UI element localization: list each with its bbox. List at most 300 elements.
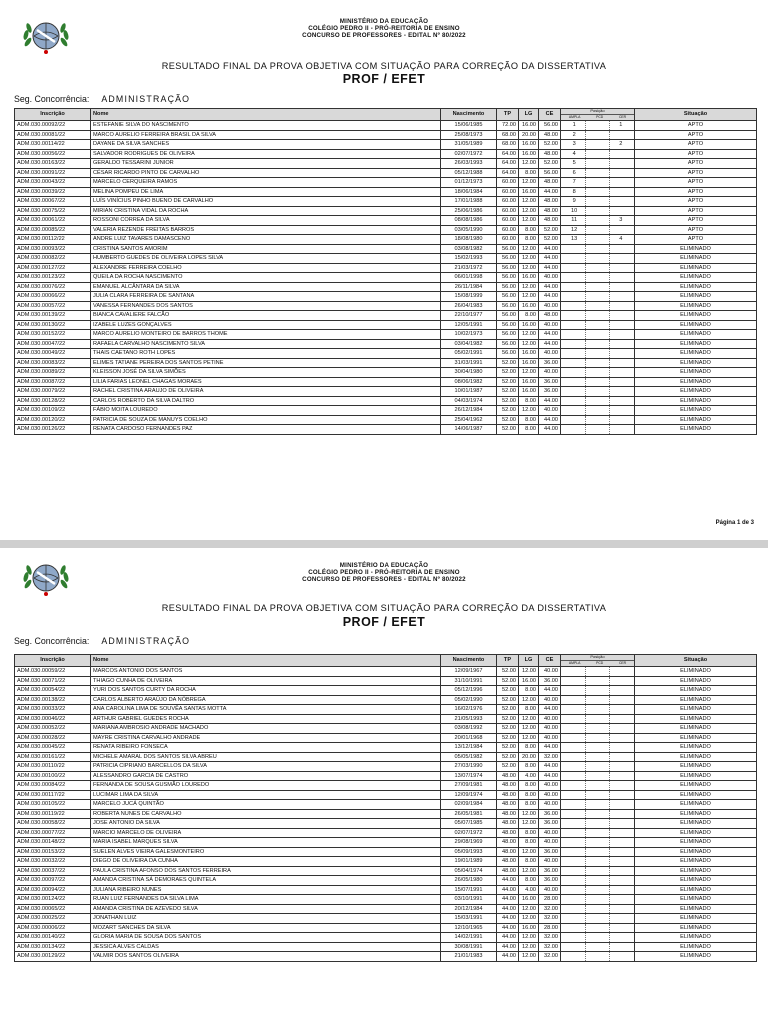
cell-tp: 52.00: [497, 676, 519, 686]
cell-nascimento: 19/01/1989: [441, 857, 497, 867]
cell-inscricao: ADM.030.00087/22: [15, 377, 91, 387]
cell-posicao: [561, 339, 635, 349]
cell-ampla: 9: [563, 197, 586, 206]
col-ce: CE: [539, 109, 561, 121]
cell-ce: 40.00: [539, 349, 561, 359]
cell-cer: [610, 829, 632, 838]
cell-lg: 12.00: [519, 282, 539, 292]
cell-pcd: [586, 330, 609, 339]
cell-ce: 40.00: [539, 857, 561, 867]
cell-situacao: ELIMINADO: [635, 667, 757, 677]
cell-lg: 12.00: [519, 714, 539, 724]
cell-pcd: [586, 387, 609, 396]
cell-nome: FÁBIO MOITA LOUREDO: [91, 406, 441, 416]
cell-situacao: ELIMINADO: [635, 752, 757, 762]
cell-lg: 12.00: [519, 330, 539, 340]
cell-ampla: [563, 321, 586, 330]
cell-ce: 44.00: [539, 263, 561, 273]
cell-pcd: [586, 425, 609, 434]
cell-nascimento: 10/02/1973: [441, 330, 497, 340]
cell-situacao: ELIMINADO: [635, 686, 757, 696]
cell-lg: 16.00: [519, 140, 539, 150]
cell-nascimento: 12/05/1991: [441, 320, 497, 330]
cell-lg: 12.00: [519, 206, 539, 216]
cell-lg: 12.00: [519, 406, 539, 416]
cell-nome: FERNANDA DE SOUSA GUSMÃO LOUREDO: [91, 781, 441, 791]
cell-ampla: [563, 311, 586, 320]
cell-ampla: 3: [563, 140, 586, 149]
cell-nascimento: 30/08/1991: [441, 942, 497, 952]
col-situacao: Situação: [635, 655, 757, 667]
cell-posicao: [561, 368, 635, 378]
cell-ampla: [563, 302, 586, 311]
cell-pcd: [586, 121, 609, 130]
cell-lg: 12.00: [519, 733, 539, 743]
cell-cer: [610, 952, 632, 961]
cell-situacao: ELIMINADO: [635, 292, 757, 302]
cell-tp: 52.00: [497, 743, 519, 753]
cell-situacao: ELIMINADO: [635, 339, 757, 349]
cell-inscricao: ADM.030.00054/22: [15, 686, 91, 696]
cell-situacao: ELIMINADO: [635, 311, 757, 321]
cell-nome: LUÍS VINÍCIUS PINHO BUENO DE CARVALHO: [91, 197, 441, 207]
cell-nome: AMANDA CRISTINA SÁ DEMORAES QUINTELA: [91, 876, 441, 886]
cell-ampla: [563, 914, 586, 923]
cell-lg: 12.00: [519, 904, 539, 914]
cell-posicao: [561, 866, 635, 876]
table-row: [15, 273, 757, 283]
cell-lg: 16.00: [519, 387, 539, 397]
cell-pcd: [586, 696, 609, 705]
cell-ampla: [563, 800, 586, 809]
cell-ce: 44.00: [539, 254, 561, 264]
segment-value: ADMINISTRAÇÃO: [101, 636, 191, 646]
cell-ampla: [563, 330, 586, 339]
cell-nascimento: 03/08/1982: [441, 244, 497, 254]
table-row: [15, 415, 757, 425]
table-row: [15, 695, 757, 705]
cell-cer: [610, 838, 632, 847]
cell-ampla: [563, 886, 586, 895]
table-row: [15, 914, 757, 924]
cell-lg: 12.00: [519, 933, 539, 943]
table-row: [15, 933, 757, 943]
cell-ampla: [563, 943, 586, 952]
cell-ce: 44.00: [539, 244, 561, 254]
table-row: [15, 752, 757, 762]
cell-pcd: [586, 349, 609, 358]
cell-lg: 12.00: [519, 216, 539, 226]
cell-ampla: [563, 819, 586, 828]
cell-pcd: [586, 150, 609, 159]
table-row: [15, 121, 757, 131]
document-header: [0, 562, 768, 583]
cell-ampla: 12: [563, 226, 586, 235]
col-cer: CER: [618, 115, 627, 119]
cell-situacao: ELIMINADO: [635, 244, 757, 254]
cell-tp: 48.00: [497, 781, 519, 791]
cell-tp: 52.00: [497, 358, 519, 368]
cell-nome: JULIA CLARA FERREIRA DE SANTANA: [91, 292, 441, 302]
cell-posicao: [561, 187, 635, 197]
table-row: [15, 857, 757, 867]
cell-situacao: ELIMINADO: [635, 415, 757, 425]
cell-ampla: 5: [563, 159, 586, 168]
cell-inscricao: ADM.030.00130/22: [15, 320, 91, 330]
cell-nascimento: 05/07/1985: [441, 819, 497, 829]
cell-ce: 44.00: [539, 415, 561, 425]
edital-line: CONCURSO DE PROFESSORES - EDITAL Nº 80/2022: [302, 32, 466, 39]
cell-tp: 56.00: [497, 273, 519, 283]
table-row: [15, 743, 757, 753]
cell-cer: [610, 178, 632, 187]
cell-tp: 52.00: [497, 705, 519, 715]
cell-ce: 40.00: [539, 714, 561, 724]
col-cer: CER: [618, 661, 627, 665]
cell-tp: 52.00: [497, 762, 519, 772]
cell-tp: 44.00: [497, 933, 519, 943]
cell-tp: 72.00: [497, 121, 519, 131]
cell-nome: ANDRE LUIZ TAVARES DAMASCENO: [91, 235, 441, 245]
table-row: [15, 790, 757, 800]
cell-inscricao: ADM.030.00084/22: [15, 781, 91, 791]
cell-nome: THAIS CAETANO ROTH LOPES: [91, 349, 441, 359]
cell-tp: 48.00: [497, 800, 519, 810]
cell-inscricao: ADM.030.00161/22: [15, 752, 91, 762]
cell-lg: 12.00: [519, 866, 539, 876]
cell-posicao: [561, 743, 635, 753]
cell-nascimento: 13/07/1974: [441, 771, 497, 781]
cell-ce: 36.00: [539, 358, 561, 368]
cell-nascimento: 26/11/1984: [441, 282, 497, 292]
cell-ce: 40.00: [539, 406, 561, 416]
cell-nome: ROBERTA NUNES DE CARVALHO: [91, 809, 441, 819]
cell-nascimento: 27/03/1990: [441, 762, 497, 772]
cell-cer: [610, 416, 632, 425]
cell-posicao: [561, 358, 635, 368]
col-posicao: [561, 109, 635, 121]
cell-cer: [610, 933, 632, 942]
cell-lg: 8.00: [519, 168, 539, 178]
cell-tp: 56.00: [497, 301, 519, 311]
cell-situacao: APTO: [635, 178, 757, 188]
cell-cer: [610, 772, 632, 781]
cell-nascimento: 20/01/1968: [441, 733, 497, 743]
cell-situacao: ELIMINADO: [635, 809, 757, 819]
cell-tp: 48.00: [497, 866, 519, 876]
cell-lg: 12.00: [519, 809, 539, 819]
cell-cer: [610, 340, 632, 349]
cell-tp: 48.00: [497, 819, 519, 829]
cell-nome: MARIA ISABEL MARQUES SILVA: [91, 838, 441, 848]
cell-nome: ALESSANDRO GARCIA DE CASTRO: [91, 771, 441, 781]
cell-posicao: [561, 781, 635, 791]
cell-posicao: [561, 244, 635, 254]
cell-nome: MICHELE AMARAL DOS SANTOS SILVA ABREU: [91, 752, 441, 762]
cell-posicao: [561, 206, 635, 216]
table-row: [15, 282, 757, 292]
cell-ce: 48.00: [539, 197, 561, 207]
cell-ampla: [563, 406, 586, 415]
cell-cer: [610, 169, 632, 178]
cell-nome: ALEXANDRE FERREIRA COELHO: [91, 263, 441, 273]
cell-posicao: [561, 282, 635, 292]
table-row: [15, 187, 757, 197]
cell-pcd: [586, 734, 609, 743]
cell-nascimento: 05/04/1974: [441, 866, 497, 876]
col-nascimento: Nascimento: [441, 109, 497, 121]
cell-ce: 52.00: [539, 235, 561, 245]
cell-ce: 52.00: [539, 159, 561, 169]
col-tp: TP: [497, 655, 519, 667]
result-title: RESULTADO FINAL DA PROVA OBJETIVA COM SITUAÇÃO PARA CORREÇÃO DA DISSERTATIVA: [161, 61, 607, 71]
cell-ce: 44.00: [539, 187, 561, 197]
cell-situacao: ELIMINADO: [635, 714, 757, 724]
cell-lg: 12.00: [519, 178, 539, 188]
cell-tp: 52.00: [497, 387, 519, 397]
cell-inscricao: ADM.030.00105/22: [15, 800, 91, 810]
cell-tp: 52.00: [497, 752, 519, 762]
cell-pcd: [586, 914, 609, 923]
cell-nascimento: 31/10/1991: [441, 676, 497, 686]
cell-ce: 44.00: [539, 425, 561, 435]
cell-ce: 36.00: [539, 377, 561, 387]
table-row: [15, 206, 757, 216]
cell-nome: VALMIR DOS SANTOS OLIVEIRA: [91, 952, 441, 962]
cell-posicao: [561, 942, 635, 952]
cell-nascimento: 26/04/1983: [441, 301, 497, 311]
cell-nome: MARCELO JUCÁ QUINTÃO: [91, 800, 441, 810]
cell-ampla: [563, 753, 586, 762]
cell-nome: MELINA POMPEU DE LIMA: [91, 187, 441, 197]
cell-inscricao: ADM.030.00091/22: [15, 168, 91, 178]
cell-inscricao: ADM.030.00079/22: [15, 387, 91, 397]
cell-pcd: [586, 254, 609, 263]
cell-tp: 60.00: [497, 178, 519, 188]
cell-lg: 16.00: [519, 273, 539, 283]
cell-pcd: [586, 283, 609, 292]
cell-ce: 52.00: [539, 225, 561, 235]
cell-cer: 3: [619, 217, 623, 223]
cell-pcd: [586, 178, 609, 187]
cell-posicao: [561, 311, 635, 321]
cell-inscricao: ADM.030.00117/22: [15, 790, 91, 800]
cell-ampla: [563, 397, 586, 406]
cell-ce: 56.00: [539, 168, 561, 178]
cell-ampla: [563, 791, 586, 800]
cell-nome: ELIMES TATIANE PEREIRA DOS SANTOS PETINE: [91, 358, 441, 368]
cell-inscricao: ADM.030.00076/22: [15, 282, 91, 292]
cell-inscricao: ADM.030.00032/22: [15, 857, 91, 867]
table-row: [15, 800, 757, 810]
cell-posicao: [561, 320, 635, 330]
col-situacao: Situação: [635, 109, 757, 121]
col-nome: Nome: [91, 655, 441, 667]
cell-tp: 56.00: [497, 244, 519, 254]
table-row: [15, 771, 757, 781]
cell-pcd: [586, 895, 609, 904]
cell-inscricao: ADM.030.00109/22: [15, 406, 91, 416]
cell-ampla: 4: [563, 150, 586, 159]
cell-lg: 8.00: [519, 425, 539, 435]
cell-nascimento: 15/03/1991: [441, 914, 497, 924]
table-row: [15, 292, 757, 302]
table-row: [15, 885, 757, 895]
cell-ampla: [563, 772, 586, 781]
cell-tp: 60.00: [497, 206, 519, 216]
cell-inscricao: ADM.030.00152/22: [15, 330, 91, 340]
cell-nascimento: 05/05/1982: [441, 752, 497, 762]
cell-lg: 20.00: [519, 752, 539, 762]
cell-cer: [610, 677, 632, 686]
cell-posicao: [561, 225, 635, 235]
cell-pcd: [586, 848, 609, 857]
cell-cer: [610, 705, 632, 714]
cell-ce: 40.00: [539, 724, 561, 734]
cell-lg: 12.00: [519, 368, 539, 378]
cell-nome: BIANCA CAVALIERE FALCÃO: [91, 311, 441, 321]
cell-nome: SALVADOR RODRIGUES DE OLIVEIRA: [91, 149, 441, 159]
cell-ce: 28.00: [539, 895, 561, 905]
cell-situacao: APTO: [635, 121, 757, 131]
cell-ampla: [563, 696, 586, 705]
cell-situacao: ELIMINADO: [635, 301, 757, 311]
table-row: [15, 724, 757, 734]
col-inscricao: Inscrição: [15, 655, 91, 667]
cell-nome: HUMBERTO GUEDES DE OLIVEIRA LOPES SILVA: [91, 254, 441, 264]
cell-ampla: [563, 705, 586, 714]
cell-tp: 52.00: [497, 714, 519, 724]
cell-posicao: [561, 819, 635, 829]
cell-situacao: ELIMINADO: [635, 743, 757, 753]
cell-nome: PAULA CRISTINA AFONSO DOS SANTOS FERREIRA: [91, 866, 441, 876]
cell-nome: GERALDO TESSARINI JUNIOR: [91, 159, 441, 169]
cell-nome: CARLOS ALBERTO ARAÚJO DA NÓBREGA: [91, 695, 441, 705]
table-row: [15, 368, 757, 378]
table-row: [15, 254, 757, 264]
table-row: [15, 168, 757, 178]
table-header-row: [15, 655, 757, 667]
cell-inscricao: ADM.030.00120/22: [15, 415, 91, 425]
cell-tp: 44.00: [497, 952, 519, 962]
cell-situacao: ELIMINADO: [635, 425, 757, 435]
cell-nascimento: 06/01/1998: [441, 273, 497, 283]
cell-tp: 52.00: [497, 425, 519, 435]
cell-cer: [610, 943, 632, 952]
cell-lg: 8.00: [519, 857, 539, 867]
cell-ce: 48.00: [539, 178, 561, 188]
cell-inscricao: ADM.030.00066/22: [15, 292, 91, 302]
cell-nascimento: 25/06/1986: [441, 206, 497, 216]
cell-ce: 48.00: [539, 311, 561, 321]
cell-posicao: [561, 387, 635, 397]
cell-posicao: [561, 178, 635, 188]
cell-pcd: [586, 810, 609, 819]
cell-ce: 44.00: [539, 396, 561, 406]
cell-ampla: [563, 734, 586, 743]
cell-nascimento: 03/10/1991: [441, 895, 497, 905]
cell-nascimento: 05/02/1990: [441, 695, 497, 705]
table-row: [15, 904, 757, 914]
cell-posicao: [561, 130, 635, 140]
cell-cer: [610, 245, 632, 254]
cell-nome: MARCOS ANTONIO DOS SANTOS: [91, 667, 441, 677]
cell-cer: [610, 810, 632, 819]
table-row: [15, 828, 757, 838]
table-row: [15, 667, 757, 677]
col-lg: LG: [519, 109, 539, 121]
cell-posicao: [561, 197, 635, 207]
cell-inscricao: ADM.030.00039/22: [15, 187, 91, 197]
cell-inscricao: ADM.030.00138/22: [15, 695, 91, 705]
cell-nome: MIRIAN CRISTINA VIDAL DA ROCHA: [91, 206, 441, 216]
cell-pcd: [586, 952, 609, 961]
cell-situacao: ELIMINADO: [635, 387, 757, 397]
cell-cer: [610, 886, 632, 895]
table-row: [15, 762, 757, 772]
cell-situacao: APTO: [635, 149, 757, 159]
cell-inscricao: ADM.030.00047/22: [15, 339, 91, 349]
cell-ampla: [563, 857, 586, 866]
cell-nome: KLEISSON JOSÉ DA SILVA SIMÕES: [91, 368, 441, 378]
cell-inscricao: ADM.030.00081/22: [15, 130, 91, 140]
cell-situacao: APTO: [635, 225, 757, 235]
cell-ce: 44.00: [539, 705, 561, 715]
cell-pcd: [586, 207, 609, 216]
cell-cer: [610, 895, 632, 904]
cell-ce: 36.00: [539, 866, 561, 876]
cell-nascimento: 16/02/1976: [441, 705, 497, 715]
cell-situacao: ELIMINADO: [635, 273, 757, 283]
cell-situacao: APTO: [635, 206, 757, 216]
cell-nascimento: 18/06/1984: [441, 187, 497, 197]
cell-nascimento: 03/08/1992: [441, 724, 497, 734]
cell-lg: 16.00: [519, 121, 539, 131]
cell-inscricao: ADM.030.00061/22: [15, 216, 91, 226]
cell-posicao: [561, 159, 635, 169]
cell-situacao: APTO: [635, 159, 757, 169]
cell-cer: [610, 292, 632, 301]
cell-pcd: [586, 677, 609, 686]
cell-nome: VALERIA REZENDE FREITAS BARROS: [91, 225, 441, 235]
cell-ampla: [563, 924, 586, 933]
cell-ce: 36.00: [539, 809, 561, 819]
cell-ampla: [563, 848, 586, 857]
cell-posicao: [561, 828, 635, 838]
cell-tp: 44.00: [497, 942, 519, 952]
cell-posicao: [561, 952, 635, 962]
cell-tp: 52.00: [497, 724, 519, 734]
cell-cer: [610, 686, 632, 695]
cell-nome: LILIA FARIAS LEONEL CHAGAS MORAES: [91, 377, 441, 387]
cell-nascimento: 25/08/1973: [441, 130, 497, 140]
cell-situacao: ELIMINADO: [635, 876, 757, 886]
cell-pcd: [586, 705, 609, 714]
cell-cer: [610, 321, 632, 330]
cell-cer: [610, 359, 632, 368]
cell-tp: 60.00: [497, 216, 519, 226]
cell-nascimento: 15/08/1999: [441, 292, 497, 302]
cell-situacao: ELIMINADO: [635, 781, 757, 791]
result-title: RESULTADO FINAL DA PROVA OBJETIVA COM SITUAÇÃO PARA CORREÇÃO DA DISSERTATIVA: [161, 603, 607, 613]
cell-lg: 16.00: [519, 895, 539, 905]
cell-ce: 32.00: [539, 904, 561, 914]
cell-lg: 8.00: [519, 415, 539, 425]
cell-inscricao: ADM.030.00057/22: [15, 301, 91, 311]
table-row: [15, 339, 757, 349]
cell-inscricao: ADM.030.00134/22: [15, 942, 91, 952]
cell-tp: 52.00: [497, 396, 519, 406]
